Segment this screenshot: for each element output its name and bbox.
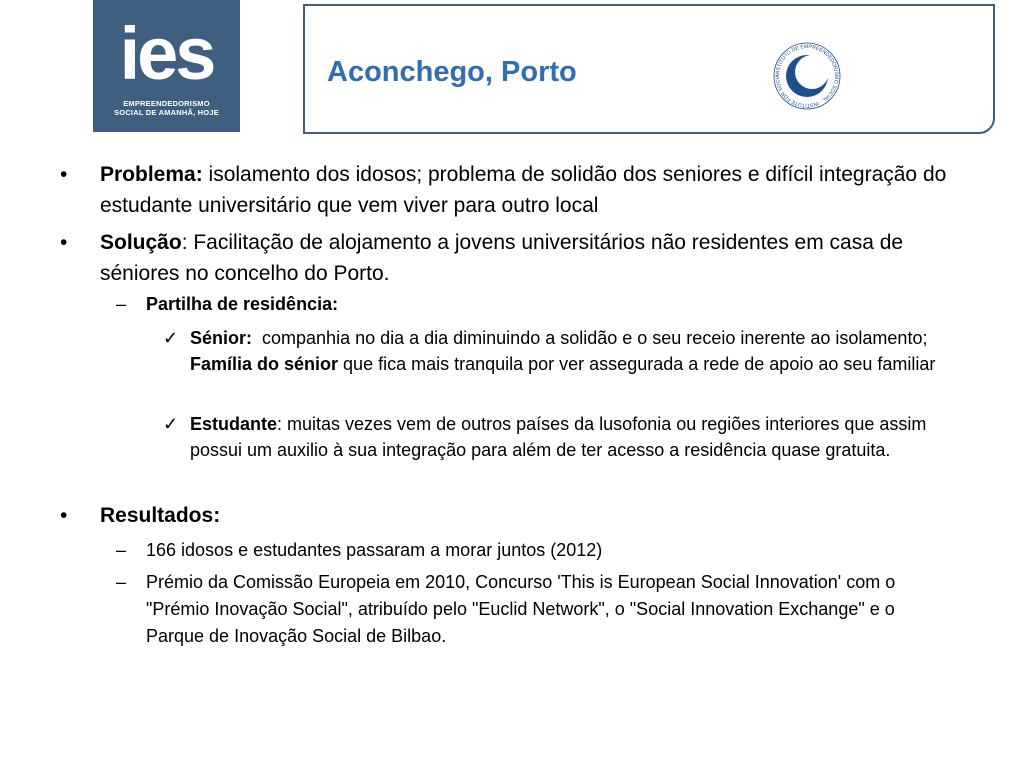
familia-label: Família do sénior <box>190 354 339 374</box>
problema-label: Problema: <box>100 163 203 186</box>
solucao-label: Solução <box>100 231 182 254</box>
bullet-resultados <box>60 500 950 531</box>
dash-marker: – <box>116 294 127 314</box>
sub-partilha <box>116 291 946 318</box>
result-item <box>116 537 946 564</box>
solucao-text: : Facilitação de alojamento a jovens universitários não residentes em casa de séniores no concelho do Porto. <box>100 231 904 285</box>
ies-logo <box>93 0 240 132</box>
check-senior <box>163 325 950 377</box>
title-frame <box>303 4 995 134</box>
logo-word: ies <box>119 12 214 95</box>
bullet-marker: • <box>60 231 68 254</box>
result-2-text: Prémio da Comissão Europeia em 2010, Concurso 'This is European Social Innovation' com o "Prémio Inovação Social", atribuído pelo "Euclid Network", o "Social Innovation Exchange" e o Parque de Inovação Social de Bilbao. <box>146 572 896 646</box>
check-estudante <box>163 411 950 463</box>
resultados-label: Resultados: <box>100 504 221 527</box>
senior-text-1: companhia no dia a dia diminuindo a solidão e o seu receio inerente ao isolamento; <box>252 328 933 348</box>
institute-seal-icon <box>773 42 841 110</box>
check-icon: ✓ <box>163 328 179 348</box>
problema-text: isolamento dos idosos; problema de solidão dos seniores e difícil integração do estudante universitário que vem viver para outro local <box>100 163 947 217</box>
logo-tagline <box>93 99 240 117</box>
logo-tagline-line-1: EMPREENDEDORISMO <box>123 99 210 108</box>
estudante-label: Estudante <box>190 414 278 434</box>
senior-text-2: que fica mais tranquila por ver assegurada a rede de apoio ao seu familiar <box>338 354 936 374</box>
bullet-problema <box>60 159 950 221</box>
dash-marker: – <box>116 572 127 592</box>
slide-title: Aconchego, Porto <box>327 56 577 88</box>
bullet-marker: • <box>60 163 68 186</box>
bullet-marker: • <box>60 504 68 527</box>
bullet-solucao <box>60 227 950 289</box>
result-1-text: 166 idosos e estudantes passaram a morar juntos (2012) <box>146 540 603 560</box>
result-item <box>116 569 946 650</box>
logo-tagline-line-2: SOCIAL DE AMANHÃ, HOJE <box>114 108 219 117</box>
estudante-text: : muitas vezes vem de outros países da lusofonia ou regiões interiores que assim possui um auxilio à sua integração para além de ter acesso a residência quase gratuita. <box>190 414 927 460</box>
senior-label: Sénior: <box>190 328 253 348</box>
partilha-label: Partilha de residência: <box>146 294 339 314</box>
check-icon: ✓ <box>163 414 179 434</box>
seal-text: INSTITUTO DE EMPREENDEDORISMO SOCIAL · INSTITUTE FOR SOCIA <box>774 43 840 109</box>
dash-marker: – <box>116 540 127 560</box>
